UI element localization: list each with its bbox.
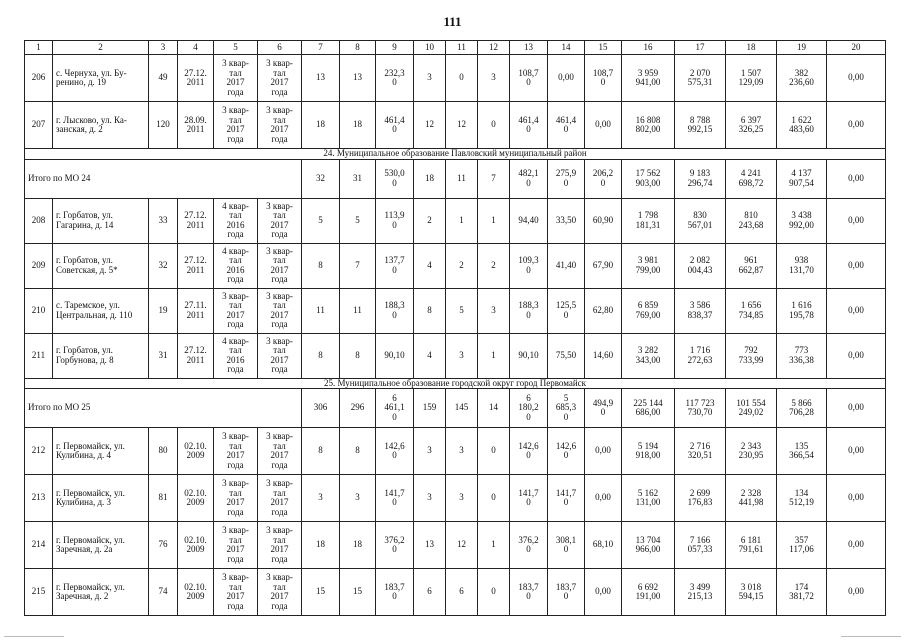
- table-cell: 7: [340, 243, 376, 288]
- table-cell: 1 507 129,09: [726, 55, 777, 102]
- subtotal-cell: 145: [446, 389, 478, 428]
- table-cell: 2 699 176,83: [675, 475, 726, 522]
- table-cell: 2 716 320,51: [675, 428, 726, 475]
- address-cell: г. Горбатов, ул. Горбунова, д. 8: [53, 333, 149, 378]
- table-cell: 5 162 131,00: [622, 475, 675, 522]
- table-cell: 60,90: [585, 198, 622, 243]
- table-cell: 810 243,68: [726, 198, 777, 243]
- table-cell: 2 070 575,31: [675, 55, 726, 102]
- table-cell: 461,4 0: [376, 102, 414, 149]
- table-cell: 3 квар- тал 2017 года: [214, 428, 258, 475]
- table-cell: 137,7 0: [376, 243, 414, 288]
- address-cell: г. Первомайск, ул. Заречная, д. 2а: [53, 522, 149, 569]
- table-cell: 6 397 326,25: [726, 102, 777, 149]
- table-cell: 3: [446, 428, 478, 475]
- table-cell: 3 квар- тал 2017 года: [258, 428, 302, 475]
- table-cell: 18: [302, 522, 340, 569]
- column-number-cell: 18: [726, 41, 777, 55]
- table-cell: 8 788 992,15: [675, 102, 726, 149]
- section-heading: 25. Муниципальное образование городской округ город Первомайск: [25, 378, 886, 389]
- table-cell: 13: [414, 522, 446, 569]
- address-cell: г. Лысково, ул. Ка- занская, д. 2: [53, 102, 149, 149]
- table-cell: 0,00: [585, 102, 622, 149]
- scan-mark-right: [841, 636, 901, 637]
- table-cell: 15: [302, 569, 340, 616]
- column-number-row: [25, 41, 886, 55]
- table-cell: 2: [478, 243, 510, 288]
- table-cell: 125,5 0: [548, 288, 585, 333]
- table-cell: 0: [478, 102, 510, 149]
- subtotal-cell: 11: [446, 159, 478, 198]
- table-cell: 2 082 004,43: [675, 243, 726, 288]
- table-row: [25, 102, 886, 149]
- table-cell: 28.09. 2011: [178, 102, 214, 149]
- table-cell: 1 716 272,63: [675, 333, 726, 378]
- table-cell: 7 166 057,33: [675, 522, 726, 569]
- table-cell: 94,40: [510, 198, 548, 243]
- table-cell: 382 236,60: [777, 55, 827, 102]
- table-cell: 80: [149, 428, 178, 475]
- table-cell: 3 квар- тал 2017 года: [214, 288, 258, 333]
- table-cell: 0,00: [827, 288, 886, 333]
- table-cell: 3 квар- тал 2017 года: [258, 55, 302, 102]
- table-cell: 938 131,70: [777, 243, 827, 288]
- table-cell: 113,9 0: [376, 198, 414, 243]
- table-cell: 961 662,87: [726, 243, 777, 288]
- table-cell: 4 квар- тал 2016 года: [214, 333, 258, 378]
- table-cell: 13 704 966,00: [622, 522, 675, 569]
- table-cell: 90,10: [510, 333, 548, 378]
- table-cell: 3 квар- тал 2017 года: [214, 475, 258, 522]
- table-cell: 141,7 0: [548, 475, 585, 522]
- table-cell: 3 квар- тал 2017 года: [258, 288, 302, 333]
- table-cell: 3 438 992,00: [777, 198, 827, 243]
- column-number-cell: 14: [548, 41, 585, 55]
- table-cell: 3 квар- тал 2017 года: [258, 102, 302, 149]
- table-cell: 0,00: [827, 428, 886, 475]
- table-cell: 0,00: [827, 55, 886, 102]
- column-number-cell: 12: [478, 41, 510, 55]
- table-row: [25, 333, 886, 378]
- table-cell: 8: [340, 428, 376, 475]
- column-number-cell: 2: [53, 41, 149, 55]
- address-cell: г. Горбатов, ул. Гагарина, д. 14: [53, 198, 149, 243]
- table-cell: 3: [340, 475, 376, 522]
- table-cell: 3 квар- тал 2017 года: [258, 243, 302, 288]
- table-cell: 212: [25, 428, 53, 475]
- table-cell: 183,7 0: [376, 569, 414, 616]
- table-cell: 3: [414, 428, 446, 475]
- table-cell: 02.10. 2009: [178, 428, 214, 475]
- table-cell: 3: [446, 475, 478, 522]
- subtotal-cell: 9 183 296,74: [675, 159, 726, 198]
- table-cell: 4: [414, 243, 446, 288]
- table-cell: 31: [149, 333, 178, 378]
- table-cell: 0,00: [585, 428, 622, 475]
- scan-mark-left: [4, 636, 64, 637]
- table-cell: 6: [414, 569, 446, 616]
- table-cell: 1 616 195,78: [777, 288, 827, 333]
- table-cell: 0,00: [585, 569, 622, 616]
- table-cell: 18: [340, 102, 376, 149]
- data-table: [24, 40, 886, 616]
- subtotal-cell: 31: [340, 159, 376, 198]
- table-cell: 18: [302, 102, 340, 149]
- table-cell: 5: [302, 198, 340, 243]
- table-cell: 108,7 0: [510, 55, 548, 102]
- table-cell: 461,4 0: [548, 102, 585, 149]
- subtotal-cell: 225 144 686,00: [622, 389, 675, 428]
- table-cell: 5: [340, 198, 376, 243]
- subtotal-cell: 6 180,2 0: [510, 389, 548, 428]
- table-cell: 13: [302, 55, 340, 102]
- table-cell: 14,60: [585, 333, 622, 378]
- table-cell: 8: [302, 428, 340, 475]
- table-cell: 1 798 181,31: [622, 198, 675, 243]
- subtotal-cell: 5 685,3 0: [548, 389, 585, 428]
- table-cell: 74: [149, 569, 178, 616]
- table-cell: 0,00: [585, 475, 622, 522]
- table-cell: 81: [149, 475, 178, 522]
- table-cell: 1: [446, 198, 478, 243]
- table-row: [25, 522, 886, 569]
- table-cell: 0: [446, 55, 478, 102]
- page-number: 111: [443, 14, 462, 29]
- table-cell: 5 194 918,00: [622, 428, 675, 475]
- table-row: [25, 55, 886, 102]
- section-heading-row: [25, 378, 886, 389]
- subtotal-cell: 159: [414, 389, 446, 428]
- table-cell: 183,7 0: [548, 569, 585, 616]
- table-cell: 206: [25, 55, 53, 102]
- table-cell: 8: [302, 333, 340, 378]
- table-cell: 6 692 191,00: [622, 569, 675, 616]
- table-cell: 3 квар- тал 2017 года: [258, 333, 302, 378]
- subtotal-cell: 530,0 0: [376, 159, 414, 198]
- subtotal-cell: 0,00: [827, 389, 886, 428]
- subtotal-cell: 5 866 706,28: [777, 389, 827, 428]
- table-cell: 27.11. 2011: [178, 288, 214, 333]
- column-number-cell: 6: [258, 41, 302, 55]
- table-cell: 11: [302, 288, 340, 333]
- table-cell: 4: [414, 333, 446, 378]
- table-cell: 3: [414, 55, 446, 102]
- table-cell: 207: [25, 102, 53, 149]
- address-cell: г. Первомайск, ул. Кулибина, д. 4: [53, 428, 149, 475]
- table-cell: 3 квар- тал 2017 года: [258, 475, 302, 522]
- table-cell: 1: [478, 198, 510, 243]
- table-cell: 27.12. 2011: [178, 198, 214, 243]
- table-cell: 376,2 0: [376, 522, 414, 569]
- subtotal-cell: 14: [478, 389, 510, 428]
- table-cell: 3 квар- тал 2017 года: [214, 55, 258, 102]
- table-cell: 15: [340, 569, 376, 616]
- table-row: [25, 475, 886, 522]
- table-cell: 16 808 802,00: [622, 102, 675, 149]
- subtotal-cell: 306: [302, 389, 340, 428]
- table-cell: 3 квар- тал 2017 года: [214, 102, 258, 149]
- table-cell: 1: [478, 522, 510, 569]
- table-cell: 1 656 734,85: [726, 288, 777, 333]
- table-cell: 0,00: [827, 102, 886, 149]
- table-cell: 3 квар- тал 2017 года: [258, 522, 302, 569]
- subtotal-cell: 0,00: [827, 159, 886, 198]
- table-cell: 3 959 941,00: [622, 55, 675, 102]
- table-cell: 76: [149, 522, 178, 569]
- table-cell: 0,00: [827, 243, 886, 288]
- subtotal-cell: 296: [340, 389, 376, 428]
- table-cell: 142,6 0: [510, 428, 548, 475]
- table-cell: 41,40: [548, 243, 585, 288]
- table-cell: 3: [414, 475, 446, 522]
- table-cell: 8: [414, 288, 446, 333]
- table-cell: 02.10. 2009: [178, 569, 214, 616]
- column-number-cell: 5: [214, 41, 258, 55]
- table-cell: 02.10. 2009: [178, 522, 214, 569]
- subtotal-row: [25, 159, 886, 198]
- table-cell: 4 квар- тал 2016 года: [214, 243, 258, 288]
- table-row: [25, 428, 886, 475]
- table-cell: 0,00: [827, 569, 886, 616]
- subtotal-cell: 18: [414, 159, 446, 198]
- table-cell: 8: [302, 243, 340, 288]
- subtotal-cell: 7: [478, 159, 510, 198]
- table-cell: 1: [478, 333, 510, 378]
- table-cell: 108,7 0: [585, 55, 622, 102]
- table-cell: 0,00: [548, 55, 585, 102]
- table-cell: 3 981 799,00: [622, 243, 675, 288]
- column-number-cell: 7: [302, 41, 340, 55]
- table-cell: 135 366,54: [777, 428, 827, 475]
- table-cell: 3: [478, 288, 510, 333]
- table-cell: 3: [302, 475, 340, 522]
- column-number-cell: 11: [446, 41, 478, 55]
- subtotal-cell: 494,9 0: [585, 389, 622, 428]
- address-cell: г. Первомайск, ул. Заречная, д. 2: [53, 569, 149, 616]
- table-cell: 12: [414, 102, 446, 149]
- column-number-cell: 1: [25, 41, 53, 55]
- table-cell: 27.12. 2011: [178, 333, 214, 378]
- table-cell: 3: [446, 333, 478, 378]
- column-number-cell: 15: [585, 41, 622, 55]
- table-cell: 357 117,06: [777, 522, 827, 569]
- table-row: [25, 288, 886, 333]
- table-row: [25, 198, 886, 243]
- table-cell: 8: [340, 333, 376, 378]
- table-cell: 62,80: [585, 288, 622, 333]
- subtotal-cell: 32: [302, 159, 340, 198]
- table-cell: 0: [478, 428, 510, 475]
- table-cell: 12: [446, 522, 478, 569]
- table-cell: 3 квар- тал 2017 года: [258, 198, 302, 243]
- table-cell: 5: [446, 288, 478, 333]
- column-number-cell: 13: [510, 41, 548, 55]
- table-cell: 19: [149, 288, 178, 333]
- table-cell: 33: [149, 198, 178, 243]
- table-cell: 27.12. 2011: [178, 243, 214, 288]
- table-cell: 773 336,38: [777, 333, 827, 378]
- table-cell: 188,3 0: [376, 288, 414, 333]
- table-cell: 142,6 0: [548, 428, 585, 475]
- table-cell: 830 567,01: [675, 198, 726, 243]
- table-cell: 2 343 230,95: [726, 428, 777, 475]
- table-cell: 208: [25, 198, 53, 243]
- table-cell: 141,7 0: [510, 475, 548, 522]
- table-cell: 3 квар- тал 2017 года: [214, 569, 258, 616]
- table-cell: 67,90: [585, 243, 622, 288]
- table-cell: 0,00: [827, 475, 886, 522]
- table-cell: 11: [340, 288, 376, 333]
- table-cell: 2 328 441,98: [726, 475, 777, 522]
- subtotal-cell: 4 241 698,72: [726, 159, 777, 198]
- table-cell: 1 622 483,60: [777, 102, 827, 149]
- table-cell: 3 квар- тал 2017 года: [258, 569, 302, 616]
- table-cell: 142,6 0: [376, 428, 414, 475]
- table-cell: 18: [340, 522, 376, 569]
- table-cell: 188,3 0: [510, 288, 548, 333]
- table-cell: 141,7 0: [376, 475, 414, 522]
- column-number-cell: 20: [827, 41, 886, 55]
- subtotal-cell: 17 562 903,00: [622, 159, 675, 198]
- column-number-cell: 9: [376, 41, 414, 55]
- table-cell: 3 586 838,37: [675, 288, 726, 333]
- table-cell: 792 733,99: [726, 333, 777, 378]
- table-cell: 0: [478, 475, 510, 522]
- column-number-cell: 4: [178, 41, 214, 55]
- table-row: [25, 569, 886, 616]
- table-cell: 120: [149, 102, 178, 149]
- table-cell: 213: [25, 475, 53, 522]
- table-cell: 0,00: [827, 198, 886, 243]
- table-cell: 27.12. 2011: [178, 55, 214, 102]
- column-number-cell: 17: [675, 41, 726, 55]
- table-cell: 33,50: [548, 198, 585, 243]
- table-cell: 3 499 215,13: [675, 569, 726, 616]
- table-cell: 13: [340, 55, 376, 102]
- table-cell: 2: [414, 198, 446, 243]
- table-cell: 0,00: [827, 522, 886, 569]
- table-cell: 02.10. 2009: [178, 475, 214, 522]
- table-cell: 461,4 0: [510, 102, 548, 149]
- table-cell: 210: [25, 288, 53, 333]
- table-cell: 3 282 343,00: [622, 333, 675, 378]
- subtotal-cell: 206,2 0: [585, 159, 622, 198]
- subtotal-cell: 4 137 907,54: [777, 159, 827, 198]
- table-cell: 308,1 0: [548, 522, 585, 569]
- table-cell: 6 181 791,61: [726, 522, 777, 569]
- table-cell: 0: [478, 569, 510, 616]
- table-cell: 134 512,19: [777, 475, 827, 522]
- column-number-cell: 8: [340, 41, 376, 55]
- table-cell: 6 859 769,00: [622, 288, 675, 333]
- column-number-cell: 19: [777, 41, 827, 55]
- table-cell: 376,2 0: [510, 522, 548, 569]
- table-cell: 3: [478, 55, 510, 102]
- table-cell: 12: [446, 102, 478, 149]
- subtotal-cell: 101 554 249,02: [726, 389, 777, 428]
- table-cell: 0,00: [827, 333, 886, 378]
- table-cell: 215: [25, 569, 53, 616]
- table-cell: 68,10: [585, 522, 622, 569]
- table-cell: 49: [149, 55, 178, 102]
- address-cell: г. Горбатов, ул. Советская, д. 5*: [53, 243, 149, 288]
- subtotal-label: Итого по МО 24: [25, 159, 302, 198]
- table-cell: 214: [25, 522, 53, 569]
- table-cell: 183,7 0: [510, 569, 548, 616]
- table-cell: 174 381,72: [777, 569, 827, 616]
- table-cell: 109,3 0: [510, 243, 548, 288]
- table-cell: 232,3 0: [376, 55, 414, 102]
- table-row: [25, 243, 886, 288]
- table-cell: 2: [446, 243, 478, 288]
- table-cell: 3 018 594,15: [726, 569, 777, 616]
- table-cell: 3 квар- тал 2017 года: [214, 522, 258, 569]
- subtotal-cell: 275,9 0: [548, 159, 585, 198]
- table-cell: 4 квар- тал 2016 года: [214, 198, 258, 243]
- section-heading: 24. Муниципальное образование Павловский муниципальный район: [25, 149, 886, 160]
- section-heading-row: [25, 149, 886, 160]
- subtotal-label: Итого по МО 25: [25, 389, 302, 428]
- address-cell: с. Чернуха, ул. Бу- ренино, д. 19: [53, 55, 149, 102]
- address-cell: г. Первомайск, ул. Кулибина, д. 3: [53, 475, 149, 522]
- column-number-cell: 10: [414, 41, 446, 55]
- table-cell: 90,10: [376, 333, 414, 378]
- table-cell: 32: [149, 243, 178, 288]
- subtotal-cell: 6 461,1 0: [376, 389, 414, 428]
- subtotal-cell: 482,1 0: [510, 159, 548, 198]
- table-cell: 211: [25, 333, 53, 378]
- subtotal-row: [25, 389, 886, 428]
- table-cell: 75,50: [548, 333, 585, 378]
- column-number-cell: 16: [622, 41, 675, 55]
- subtotal-cell: 117 723 730,70: [675, 389, 726, 428]
- table-cell: 209: [25, 243, 53, 288]
- address-cell: с. Таремское, ул. Центральная, д. 110: [53, 288, 149, 333]
- table-cell: 6: [446, 569, 478, 616]
- column-number-cell: 3: [149, 41, 178, 55]
